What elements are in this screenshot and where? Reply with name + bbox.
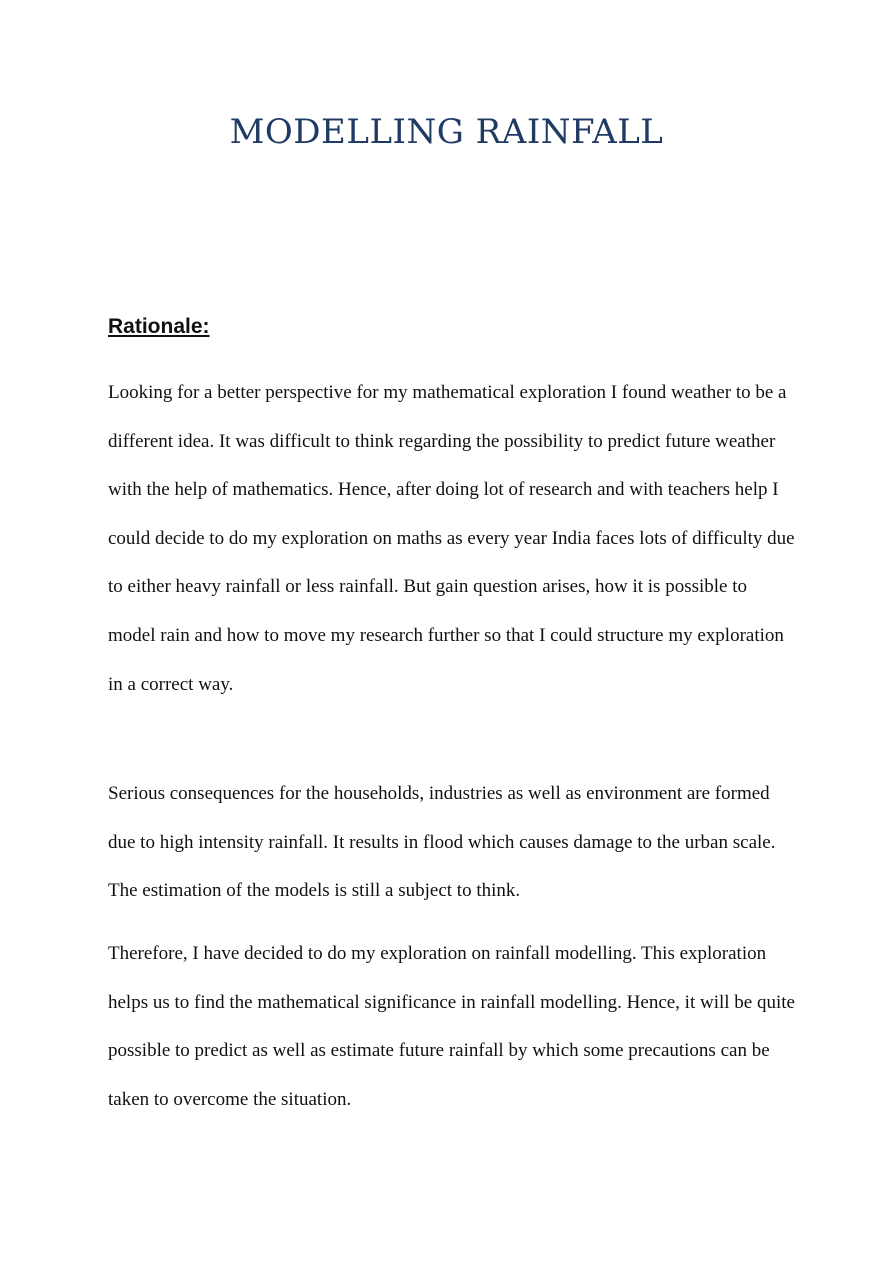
paragraph-1: Looking for a better perspective for my mathematical exploration I found weather to be a different idea. It was difficult to think regarding the possibility to predict future weather with the help of mathematics. Hence, after doing lot of research and with teachers help I could decide to do my exploration on maths as every year India faces lots of difficulty due to either heavy rainfall or less rainfall. But gain question arises, how it is possible to model rain and how to move my research further so that I could structure my exploration in a correct way. [108,382,795,695]
section-heading-rationale: Rationale: [108,315,210,338]
page-title: MODELLING RAINFALL [229,112,664,152]
paragraph-3: Therefore, I have decided to do my exploration on rainfall modelling. This exploration helps us to find the mathematical significance in rainfall modelling. Hence, it will be quite possible to predict as well as estimate future rainfall by which some precautions can be taken to overcome the situation. [108,943,795,1110]
paragraph-2: Serious consequences for the households, industries as well as environment are formed due to high intensity rainfall. It results in flood which causes damage to the urban scale. The estimation of the models is still a subject to think. [108,783,776,902]
